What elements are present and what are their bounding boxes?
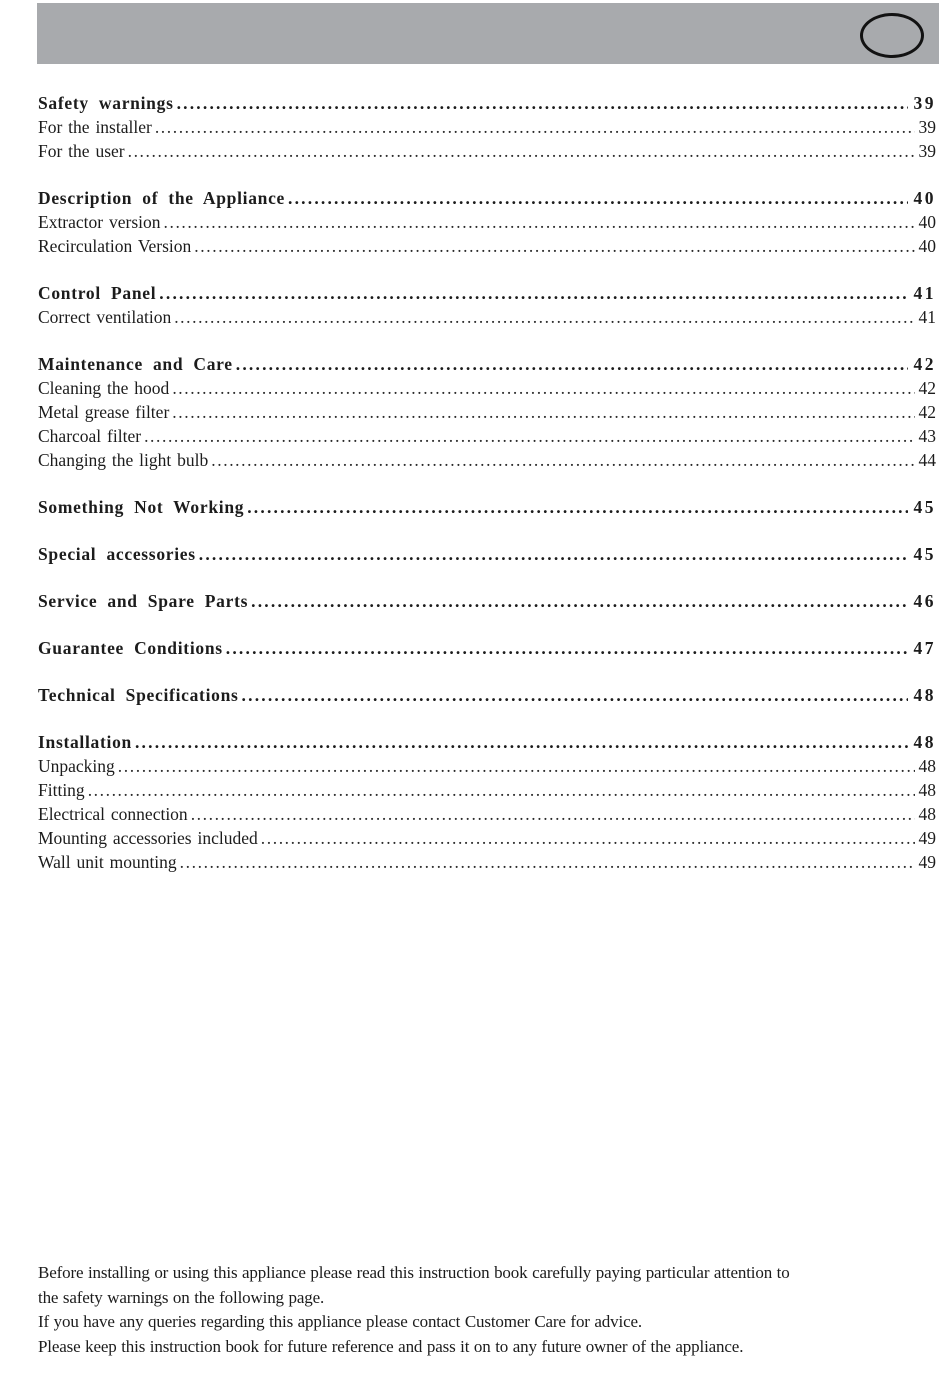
footer-note	[38, 1261, 943, 1359]
dot-leader	[155, 115, 915, 139]
toc-item-row	[38, 778, 936, 802]
toc-section-row	[38, 91, 936, 115]
toc-item-row	[38, 376, 936, 400]
toc-entry-label: Extractor version	[38, 212, 161, 232]
toc-entry-label: Recirculation Version	[38, 236, 192, 256]
toc-item-row	[38, 305, 936, 329]
toc-entry-label: Technical Specifications	[38, 685, 239, 705]
toc-page-number: 45	[913, 544, 936, 564]
toc-section-row	[38, 186, 936, 210]
dot-leader	[288, 186, 907, 210]
toc-group	[38, 91, 936, 163]
toc-page-number: 42	[918, 378, 936, 398]
toc-entry-label: For the user	[38, 141, 125, 161]
toc-entry-label: Wall unit mounting	[38, 852, 177, 872]
toc-page-number: 48	[913, 685, 936, 705]
toc-entry-label: Changing the light bulb	[38, 450, 209, 470]
toc-item-row	[38, 424, 936, 448]
toc-group	[38, 730, 936, 874]
dot-leader	[144, 424, 914, 448]
toc-entry-label: Guarantee Conditions	[38, 638, 223, 658]
toc-section-row	[38, 730, 936, 754]
toc-page-number: 49	[918, 828, 936, 848]
toc-item-row	[38, 115, 936, 139]
toc-section-row	[38, 352, 936, 376]
toc-section-row	[38, 542, 936, 566]
toc-page-number: 47	[913, 638, 936, 658]
toc-entry-label: Maintenance and Care	[38, 354, 233, 374]
dot-leader	[135, 730, 908, 754]
toc-entry-label: Correct ventilation	[38, 307, 172, 327]
toc-entry-label: Control Panel	[38, 283, 157, 303]
toc-page-number: 48	[913, 732, 936, 752]
dot-leader	[226, 636, 908, 660]
toc-page-number: 40	[918, 212, 936, 232]
toc-page-number: 39	[918, 141, 936, 161]
dot-leader	[261, 826, 915, 850]
dot-leader	[199, 542, 908, 566]
toc-item-row	[38, 448, 936, 472]
toc-section-row	[38, 589, 936, 613]
dot-leader	[128, 139, 915, 163]
dot-leader	[247, 495, 907, 519]
toc-page-number: 42	[918, 402, 936, 422]
toc-page-number: 49	[918, 852, 936, 872]
dot-leader	[242, 683, 908, 707]
dot-leader	[211, 448, 914, 472]
dot-leader	[172, 376, 914, 400]
footer-line: the safety warnings on the following page.	[38, 1287, 325, 1307]
toc-section-row	[38, 636, 936, 660]
toc-entry-label: Cleaning the hood	[38, 378, 170, 398]
toc-entry-label: Electrical connection	[38, 804, 188, 824]
toc-entry-label: Unpacking	[38, 756, 115, 776]
toc-page-number: 45	[913, 497, 936, 517]
toc-page-number: 43	[918, 426, 936, 446]
dot-leader	[172, 400, 914, 424]
dot-leader	[164, 210, 915, 234]
toc-entry-label: For the installer	[38, 117, 152, 137]
toc-group	[38, 542, 936, 566]
dot-leader	[251, 589, 907, 613]
toc-entry-label: Installation	[38, 732, 132, 752]
toc-page-number: 48	[918, 756, 936, 776]
table-of-contents	[38, 91, 936, 874]
toc-page-number: 39	[918, 117, 936, 137]
toc-entry-label: Metal grease filter	[38, 402, 170, 422]
toc-group	[38, 636, 936, 660]
footer-line: Please keep this instruction book for future reference and pass it on to any future owner of the appliance.	[38, 1336, 744, 1356]
toc-item-row	[38, 210, 936, 234]
toc-group	[38, 186, 936, 258]
toc-entry-label: Service and Spare Parts	[38, 591, 249, 611]
toc-section-row	[38, 281, 936, 305]
toc-entry-label: Mounting accessories included	[38, 828, 258, 848]
dot-leader	[118, 754, 915, 778]
toc-page-number: 42	[913, 354, 936, 374]
toc-entry-label: Safety warnings	[38, 93, 174, 113]
toc-group	[38, 589, 936, 613]
toc-page-number: 39	[913, 93, 936, 113]
toc-item-row	[38, 826, 936, 850]
toc-page-number: 40	[913, 188, 936, 208]
toc-page-number: 48	[918, 780, 936, 800]
toc-entry-label: Something Not Working	[38, 497, 245, 517]
dot-leader	[191, 802, 915, 826]
toc-group	[38, 683, 936, 707]
toc-page-number: 41	[918, 307, 936, 327]
toc-group	[38, 281, 936, 329]
toc-item-row	[38, 139, 936, 163]
toc-page-number: 40	[918, 236, 936, 256]
toc-entry-label: Special accessories	[38, 544, 196, 564]
oval-badge-icon	[860, 13, 924, 58]
toc-page-number: 41	[913, 283, 936, 303]
dot-leader	[174, 305, 914, 329]
dot-leader	[177, 91, 908, 115]
toc-entry-label: Description of the Appliance	[38, 188, 286, 208]
toc-entry-label: Charcoal filter	[38, 426, 142, 446]
toc-item-row	[38, 802, 936, 826]
dot-leader	[236, 352, 908, 376]
toc-entry-label: Fitting	[38, 780, 85, 800]
toc-page-number: 44	[918, 450, 936, 470]
toc-group	[38, 352, 936, 472]
toc-section-row	[38, 495, 936, 519]
dot-leader	[180, 850, 915, 874]
toc-item-row	[38, 754, 936, 778]
dot-leader	[194, 234, 914, 258]
toc-page-number: 46	[913, 591, 936, 611]
dot-leader	[88, 778, 915, 802]
header-bar	[37, 3, 939, 64]
toc-page-number: 48	[918, 804, 936, 824]
toc-group	[38, 495, 936, 519]
toc-item-row	[38, 850, 936, 874]
toc-item-row	[38, 234, 936, 258]
footer-line: Before installing or using this appliance please read this instruction book carefully paying particular attention to	[38, 1263, 790, 1282]
dot-leader	[159, 281, 907, 305]
toc-section-row	[38, 683, 936, 707]
footer-line: If you have any queries regarding this appliance please contact Customer Care for advice.	[38, 1312, 642, 1331]
toc-item-row	[38, 400, 936, 424]
